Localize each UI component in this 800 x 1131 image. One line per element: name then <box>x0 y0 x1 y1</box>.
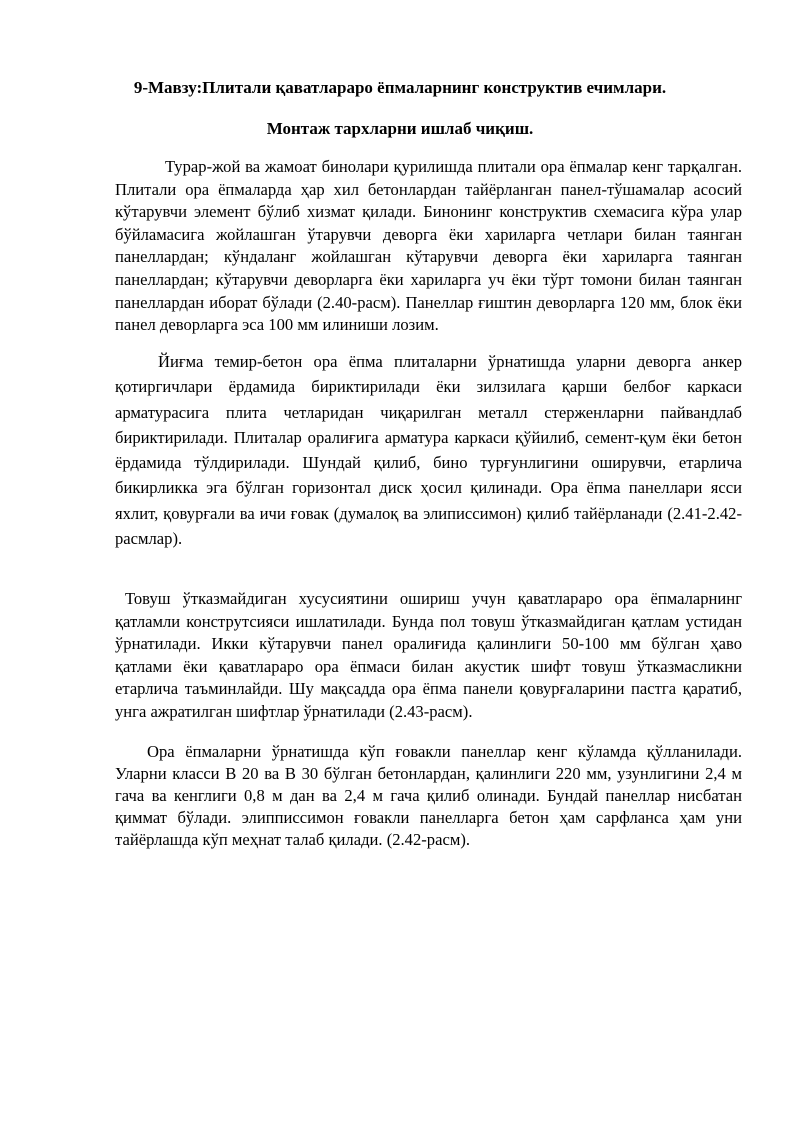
document-title: 9-Мавзу:Плитали қаватлараро ёпмаларнинг конструктив ечимлари. <box>133 78 667 97</box>
document-subtitle: Монтаж тархларни ишлаб чиқиш. <box>266 119 534 138</box>
paragraph-2: Йиғма темир-бетон ора ёпма плиталарни ўрнатишда уларни деворга анкер қотиргичлари ёрдамида бириктирилади ёки зилзилага қарши белбоғ каркаси арматурасига плита четларидан чиқарилган металл стерженларни пайвандлаб бириктирилади. Плиталар оралиғига арматура каркаси қўйилиб, семент-қум ёки бетон ёрдамида тўлдирилади. Шундай қилиб, бино турғунлигини оширувчи, етарлича бикирликка эга бўлган горизонтал диск ҳосил қилинади. Ора ёпма панеллари ясси яхлит, қовурғали ва ичи ғовак (думалоқ ва элиписсимон) қилиб тайёрланади (2.41-2.42- расмлар). <box>115 352 742 549</box>
paragraph-3: Товуш ўтказмайдиган хусусиятини ошириш учун қаватлараро ора ёпмаларнинг қатламли конструтсияси ишлатилади. Бунда пол товуш ўтказмайдиган қатлам устидан ўрнатилади. Икки кўтарувчи панел оралиғида қалинлиги 50-100 мм бўлган ҳаво қатлами ёки қаватлараро ора ёпмаси билан акустик шифт товуш ўтказмасликни етарлича таъминлайди. Шу мақсадда ора ёпма панели қовурғаларини пастга қаратиб, унга ажратилган шифтлар ўрнатилади (2.43-расм). <box>115 589 742 721</box>
paragraph-1: Турар-жой ва жамоат бинолари қурилишда плитали ора ёпмалар кенг тарқалган. Плитали ора ёпмаларда ҳар хил бетонлардан тайёрланган панел-тўшамалар асосий кўтарувчи элемент бўлиб хизмат қилади. Бинонинг конструктив схемасига кўра улар бўйламасига жойлашган ўтарувчи деворга ёки хариларга четлари билан таянган панеллардан; кўндаланг жойлашган кўтарувчи деворга ёки хариларга таянган панеллардан; кўтарувчи деворларга ёки хариларга уч ёки тўрт томони билан таянган панеллардан иборат бўлади (2.40-расм). Панеллар ғиштин деворларга 120 мм, блок ёки панел деворларга эса 100 мм илиниши лозим. <box>115 157 742 335</box>
paragraph-4: Ора ёпмаларни ўрнатишда кўп ғовакли панеллар кенг кўламда қўлланилади. Уларни класси В 20 ва В 30 бўлган бетонлардан, қалинлиги 220 мм, узунлигини 2,4 м гача ва кенглиги 0,8 м дан ва 2,4 м гача қилиб олинади. Бундай панеллар нисбатан қиммат бўлади. элипписсимон ғовакли панелларга бетон ҳам сарфланса ҳам уни тайёрлашда кўп меҳнат талаб қилади. (2.42-расм). <box>115 742 742 849</box>
